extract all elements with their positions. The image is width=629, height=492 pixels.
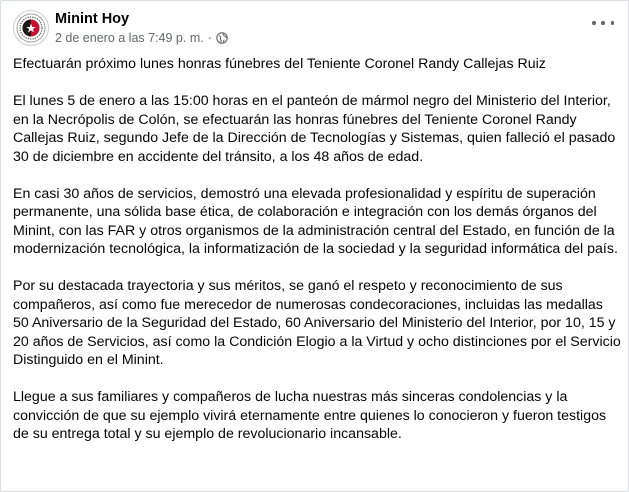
post-paragraph: En casi 30 años de servicios, demostró una elevada profesionalidad y espíritu de superación permanente, una sólida base ética, de colaboración e integración con los demás órganos del Minint, con las FAR y otros organismos de la administración central del Estado, en función de la modernización tecnológica, la informatización de la sociedad y la seguridad informática del país. xyxy=(13,185,618,257)
post-paragraph: El lunes 5 de enero a las 15:00 horas en el panteón de mármol negro del Ministerio del Interior, en la Necrópolis de Colón, se efectuarán las honras fúnebres del Teniente Coronel Randy Callejas Ruiz, segundo Jefe de la Dirección de Tecnologías y Sistemas, quien falleció el pasado 30 de diciembre en accidente del tránsito, a los 48 años de edad. xyxy=(13,93,616,165)
page-name[interactable]: Minint Hoy xyxy=(55,11,130,27)
post-header xyxy=(13,10,228,46)
meta-separator: · xyxy=(207,31,212,45)
minint-logo-icon xyxy=(16,13,46,43)
post-timestamp[interactable]: 2 de enero a las 7:49 p. m. xyxy=(55,31,204,45)
post-headline: Efectuarán próximo lunes honras fúnebres del Teniente Coronel Randy Callejas Ruiz xyxy=(13,56,546,72)
avatar[interactable] xyxy=(13,10,49,46)
more-options-icon[interactable] xyxy=(592,17,614,29)
post-body xyxy=(13,55,621,462)
post-paragraph: Por su destacada trayectoria y sus méritos, se ganó el respeto y reconocimiento de sus compañeros, así como fue merecedor de numerosas condecoraciones, incluidas las medallas 50 Aniversario de la Seguridad del Estado, 60 Aniversario del Ministerio del Interior, por 10, 15 y 20 años de Servicios, así como la Condición Elogio a la Virtud y ocho distinciones por el Servicio Distinguido en el Minint. xyxy=(13,278,621,368)
post-paragraph: Llegue a sus familiares y compañeros de lucha nuestras más sinceras condolencias y la convicción de que su ejemplo vivirá eternamente entre quienes lo conocieron y fueron testigos de su entrega total y su ejemplo de revolucionario incansable. xyxy=(13,389,607,442)
globe-icon[interactable] xyxy=(216,32,228,44)
